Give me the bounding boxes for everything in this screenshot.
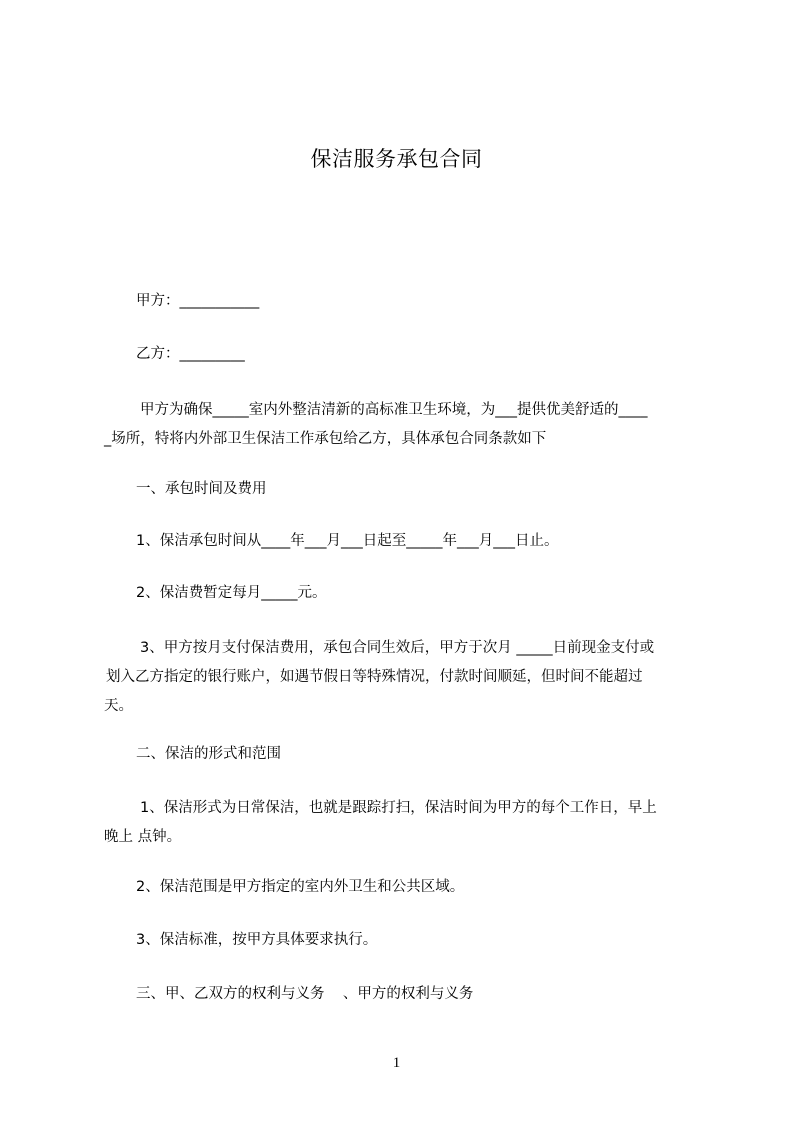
section-3-heading: 三、甲、乙双方的权利与义务 、甲方的权利与义务 (136, 986, 474, 1002)
item-line: 3、甲方按月支付保洁费用，承包合同生效后，甲方于次月 _____日前现金支付或 (140, 640, 655, 656)
page-number: 1 (392, 1055, 401, 1071)
section-2-heading: 二、保洁的形式和范围 (136, 746, 281, 762)
intro-line: _场所，特将内外部卫生保洁工作承包给乙方，具体承包合同条款如下 (104, 431, 547, 447)
intro-line: 甲方为确保_____室内外整洁清新的高标准卫生环境，为___提供优美舒适的____ (140, 402, 648, 418)
intro-paragraph (104, 396, 714, 454)
section-1-item-1: 1、保洁承包时间从____年___月___日起至_____年___月___日止。 (136, 533, 559, 549)
section-1-item-3 (104, 634, 714, 721)
party-a-line: 甲方：___________ (136, 293, 260, 309)
document-title: 保洁服务承包合同 (310, 147, 483, 171)
item-line: 天。 (104, 698, 133, 714)
section-1-heading: 一、承包时间及费用 (136, 481, 267, 497)
item-line: 划入乙方指定的银行账户，如遇节假日等特殊情况，付款时间顺延，但时间不能超过 (106, 669, 643, 685)
section-2-item-1 (104, 794, 714, 852)
section-1-item-2: 2、保洁费暂定每月_____元。 (136, 585, 327, 601)
item-line: 晚上 点钟。 (104, 829, 182, 845)
item-line: 1、保洁形式为日常保洁，也就是跟踪打扫，保洁时间为甲方的每个工作日，早上 (140, 800, 657, 816)
section-2-item-2: 2、保洁范围是甲方指定的室内外卫生和公共区域。 (136, 879, 465, 895)
section-2-item-3: 3、保洁标准，按甲方具体要求执行。 (136, 932, 378, 948)
party-b-line: 乙方：_________ (136, 346, 245, 362)
